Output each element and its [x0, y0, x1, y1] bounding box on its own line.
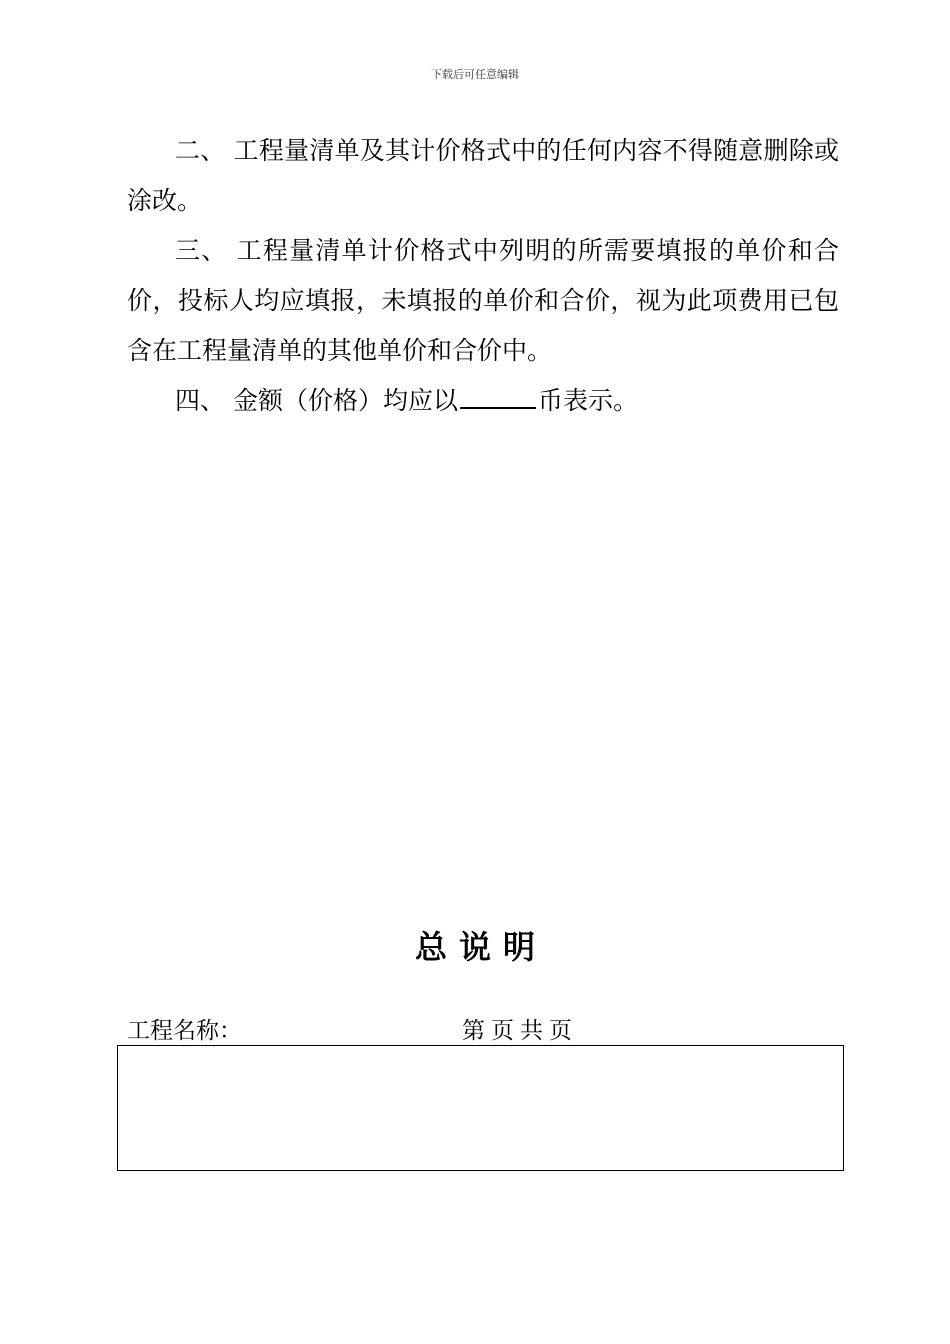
page-info: [462, 1016, 578, 1046]
page-label-4: 页: [549, 1018, 572, 1044]
paragraph-2: 二、 工程量清单及其计价格式中的任何内容不得随意删除或涂改。: [127, 136, 839, 215]
project-name-label: 工程名称：: [127, 1018, 242, 1044]
body-text: [127, 126, 839, 426]
page-label-1: 第: [462, 1018, 485, 1044]
page-label-2: 页: [491, 1018, 514, 1044]
header-note: 下载后可任意编辑: [431, 68, 519, 81]
currency-clause-after: 币表示。: [537, 386, 638, 415]
description-box[interactable]: [117, 1045, 844, 1171]
currency-clause-before: 四、 金额（价格）均应以: [175, 386, 458, 415]
paragraph-3: 三、 工程量清单计价格式中列明的所需要填报的单价和合价，投标人均应填报，未填报的单价和合价，视为此项费用已包含在工程量清单的其他单价和合价中。: [127, 236, 839, 365]
currency-blank[interactable]: [460, 387, 536, 409]
section-title: 总说明: [414, 928, 547, 966]
paragraph-4: [127, 376, 839, 426]
page-label-3: 共: [520, 1018, 543, 1044]
